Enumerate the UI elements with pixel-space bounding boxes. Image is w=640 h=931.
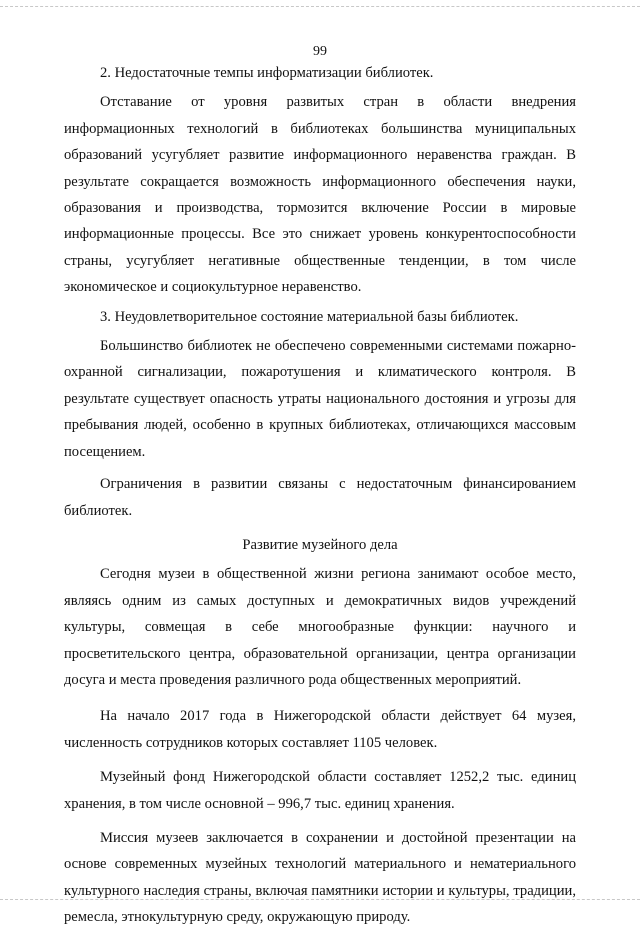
- list-item-material-base-heading: 3. Неудовлетворительное состояние материальной базы библиотек.: [100, 308, 519, 325]
- paragraph-fire-safety: Большинство библиотек не обеспечено современными системами пожарно-охранной сигнализации, пожаротушения и климатического контроля. В результате существует опасность утраты национального достояния и угрозы для пребывания людей, особенно в крупных библиотеках, отличающихся массовым посещением.: [64, 338, 576, 460]
- section-heading-museums: Развитие музейного дела: [242, 536, 398, 553]
- page-number: 99: [313, 44, 327, 59]
- list-item-informatization-heading: 2. Недостаточные темпы информатизации библиотек.: [100, 65, 434, 81]
- paragraph-financing-limits: Ограничения в развитии связаны с недостаточным финансированием библиотек.: [64, 476, 576, 519]
- paragraph-museum-count: На начало 2017 года в Нижегородской области действует 64 музея, численность сотрудников которых составляет 1105 человек.: [64, 708, 576, 751]
- paragraph-museum-fund: Музейный фонд Нижегородской области составляет 1252,2 тыс. единиц хранения, в том числе основной – 996,7 тыс. единиц хранения.: [64, 769, 576, 812]
- page-body: [64, 60, 576, 931]
- paragraph-informatization-lag: Отставание от уровня развитых стран в области внедрения информационных технологий в библиотеках большинства муниципальных образований усугубляет развитие информационного неравенства граждан. В результате сокращается возможность информационного обеспечения науки, образования и производства, тормозится включение России в мировые информационные процессы. Все это снижает уровень конкурентоспособности страны, усугубляет негативные общественные тенденции, в том числе экономическое и социокультурное неравенство.: [64, 94, 576, 296]
- scan-top-edge: [0, 6, 640, 8]
- paragraph-museum-mission: Миссия музеев заключается в сохранении и достойной презентации на основе современных музейных технологий материального и нематериального культурного наследия страны, включая памятники истории и культуры, традиции, ремесла, этнокультурную среду, окружающую природу.: [64, 829, 576, 926]
- scan-bottom-edge: [0, 899, 640, 901]
- paragraph-museums-role: Сегодня музеи в общественной жизни региона занимают особое место, являясь одним из самых доступных и демократичных видов учреждений культуры, совмещая в себе многообразные функции: научного и просветительского центра, образовательной организации, центра организации досуга и места проведения различного рода общественных мероприятий.: [64, 566, 576, 688]
